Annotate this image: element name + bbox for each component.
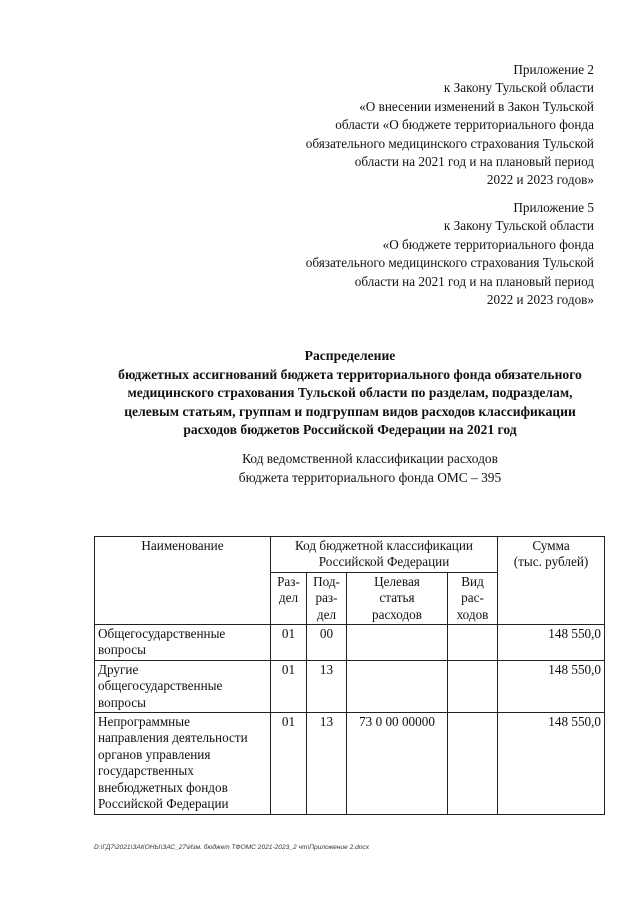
header-name-text: Наименование [141,538,224,553]
file-path-footer: D:\ГД7\2021\ЗАКОНЫ\ЗАС_27\Изм. бюджет ТФОМС 2021-2023_2 чт\Приложение 2.docx [94,844,369,851]
title-line: Распределение [304,348,396,363]
row-subsection: 00 [307,625,347,661]
row-name: Другие общегосударственные вопросы [95,660,271,712]
appendix-2-line: 2022 и 2023 годов» [486,172,594,188]
row-section: 01 [271,625,307,661]
title-line: медицинского страхования Тульской области по разделам, подразделам, [127,385,573,401]
header-section-text: Раз- дел [277,573,300,606]
row-expense-type [448,625,498,661]
table-row [95,625,605,661]
appendix-5-line: 2022 и 2023 годов» [486,292,594,308]
appendix-5-line: «О бюджете территориального фонда [382,236,594,252]
title-line: целевым статьям, группам и подгруппам видов расходов классификации [124,403,576,419]
row-amount: 148 550,0 [498,625,605,661]
header-subsection-text: Под- раз- дел [313,573,340,622]
title-line: бюджетных ассигнований бюджета территориального фонда обязательного [118,366,582,382]
row-target: 73 0 00 00000 [347,713,448,814]
appendix-5-line: к Закону Тульской области [443,218,594,234]
header-section [271,572,307,624]
header-subsection [307,572,347,624]
row-expense-type [448,660,498,712]
appendix-2-line: Приложение 2 [513,62,594,77]
appendix-5-block [306,199,594,309]
row-name: Непрограммные направления деятельности органов управления государственных внебюджетных фондов Российской Федерации [95,713,271,814]
appendix-2-line: «О внесении изменений в Закон Тульской [359,98,594,114]
header-classification-text: Код бюджетной классификации Российской Федерации [295,538,473,570]
code-note-line: бюджета территориального фонда ОМС – 395 [238,469,502,485]
row-subsection: 13 [307,713,347,814]
table-row [95,713,605,814]
appendix-2-line: обязательного медицинского страхования Тульской [305,135,594,151]
header-expense-type-text: Вид рас- ходов [456,573,489,622]
title-line: расходов бюджетов Российской Федерации на 2021 год [183,422,517,438]
header-classification [271,537,498,573]
header-expense-type [448,572,498,624]
document-title [90,347,610,440]
header-amount [498,537,605,625]
row-target [347,625,448,661]
row-amount: 148 550,0 [498,713,605,814]
row-section: 01 [271,660,307,712]
header-target-text: Целевая статья расходов [372,573,422,622]
header-target [347,572,448,624]
appendix-2-line: области на 2021 год и на плановый период [354,154,594,170]
department-code-note [200,450,540,487]
appendix-5-line: области на 2021 год и на плановый период [354,273,594,289]
row-name: Общегосударственные вопросы [95,625,271,661]
code-note-line: Код ведомственной классификации расходов [242,451,498,466]
header-name [95,537,271,625]
row-subsection: 13 [307,660,347,712]
header-amount-text: Сумма (тыс. рублей) [513,538,589,570]
row-target [347,660,448,712]
table-row [95,660,605,712]
appendix-2-line: области «О бюджете территориального фонда [335,117,594,133]
row-amount: 148 550,0 [498,660,605,712]
appendix-5-line: Приложение 5 [513,200,594,215]
appendix-2-line: к Закону Тульской области [443,80,594,96]
budget-table [94,536,605,815]
appendix-2-block [306,61,594,190]
row-expense-type [448,713,498,814]
appendix-5-line: обязательного медицинского страхования Тульской [305,255,594,271]
row-section: 01 [271,713,307,814]
